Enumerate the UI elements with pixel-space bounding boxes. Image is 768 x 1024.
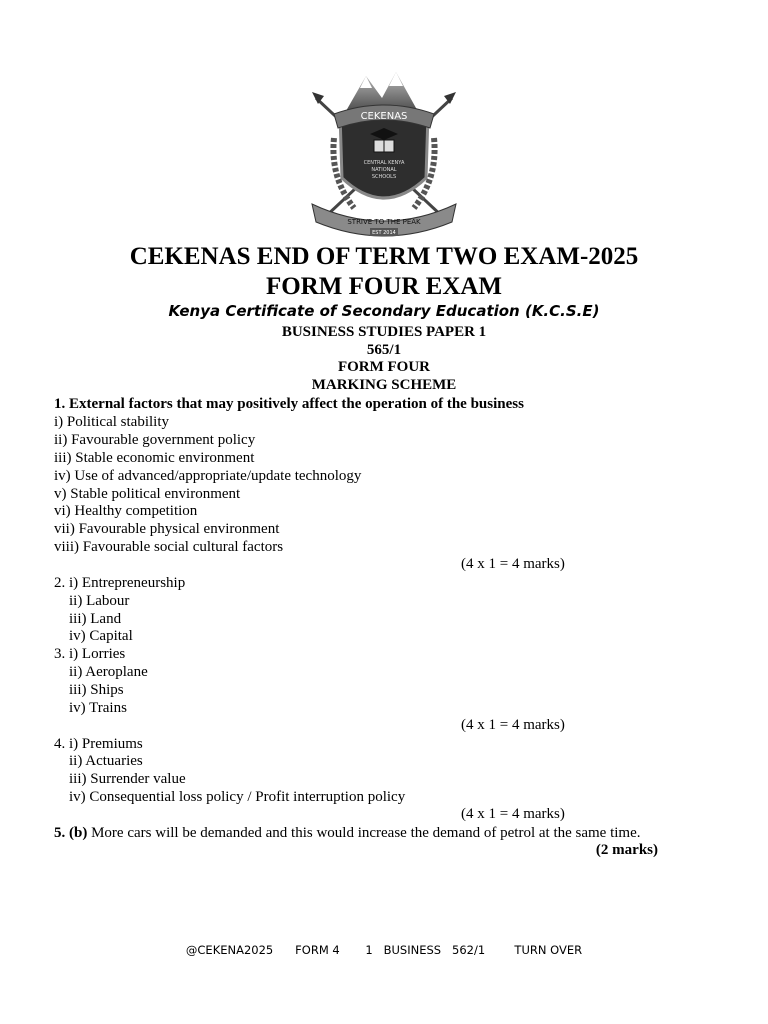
logo-line1: CENTRAL KENYA xyxy=(363,160,405,166)
kcse-subtitle: Kenya Certificate of Secondary Education (K.C.S.E) xyxy=(168,302,600,320)
q1-item: ii) Favourable government policy xyxy=(54,432,256,448)
q1-item: vii) Favourable physical environment xyxy=(54,521,280,537)
q1-marks: (4 x 1 = 4 marks) xyxy=(461,556,565,572)
marking-scheme-label: MARKING SCHEME xyxy=(311,377,457,393)
logo-line2: NATIONAL xyxy=(371,167,397,173)
q5-text: More cars will be demanded and this would increase the demand of petrol at the same time. xyxy=(87,825,641,841)
q4-first: 4. i) Premiums xyxy=(54,736,143,752)
q5-answer xyxy=(54,824,641,842)
q4-item: ii) Actuaries xyxy=(69,753,143,769)
paper-code: 565/1 xyxy=(366,342,402,358)
q3-first: 3. i) Lorries xyxy=(54,646,126,662)
q1-title: 1. External factors that may positively affect the operation of the business xyxy=(54,396,524,412)
q1-item: i) Political stability xyxy=(54,414,169,430)
q4-item: iv) Consequential loss policy / Profit interruption policy xyxy=(69,789,406,805)
exam-subtitle-form: FORM FOUR EXAM xyxy=(265,273,503,300)
q1-item: viii) Favourable social cultural factors xyxy=(54,539,284,555)
q1-item: iv) Use of advanced/appropriate/update technology xyxy=(54,468,362,484)
q1-item: v) Stable political environment xyxy=(54,486,241,502)
page-footer: @CEKENA2025 FORM 4 1 BUSINESS 562/1 TURN OVER xyxy=(185,943,583,957)
q2-item: iii) Land xyxy=(69,611,122,627)
paper-name: BUSINESS STUDIES PAPER 1 xyxy=(281,324,487,340)
q4-item: iii) Surrender value xyxy=(69,771,186,787)
q1-item: vi) Healthy competition xyxy=(54,503,198,519)
logo-motto: STRIVE TO THE PEAK xyxy=(347,218,421,226)
logo-est: EST 2014 xyxy=(372,230,396,236)
q3-item: iii) Ships xyxy=(69,682,124,698)
logo-line3: SCHOOLS xyxy=(371,174,397,180)
school-crest-logo xyxy=(304,68,464,240)
q3-item: ii) Aeroplane xyxy=(69,664,148,680)
q2-item: ii) Labour xyxy=(69,593,130,609)
q2-first: 2. i) Entrepreneurship xyxy=(54,575,186,591)
q5-marks: (2 marks) xyxy=(595,842,658,858)
exam-title: CEKENAS END OF TERM TWO EXAM-2025 xyxy=(129,243,639,270)
q5-label: 5. (b) xyxy=(54,825,88,841)
logo-name: CEKENAS xyxy=(360,111,408,122)
form-label: FORM FOUR xyxy=(337,359,431,375)
q2-item: iv) Capital xyxy=(69,628,133,644)
q1-item: iii) Stable economic environment xyxy=(54,450,255,466)
q3-marks: (4 x 1 = 4 marks) xyxy=(461,717,565,733)
q3-item: iv) Trains xyxy=(69,700,127,716)
q4-marks: (4 x 1 = 4 marks) xyxy=(461,806,565,822)
